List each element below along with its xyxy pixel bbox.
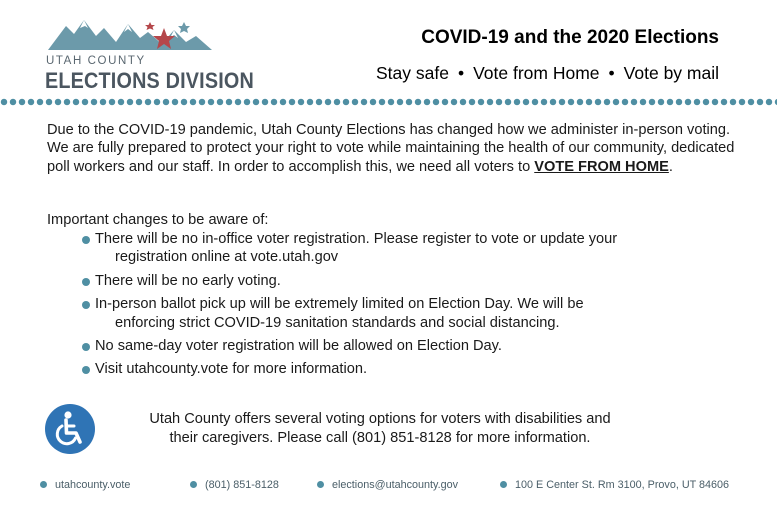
bullet-icon xyxy=(82,278,90,286)
tagline-separator: • xyxy=(457,63,465,83)
list-item xyxy=(82,230,702,267)
bullet-icon xyxy=(82,366,90,374)
bullet-icon xyxy=(40,481,47,488)
tagline xyxy=(376,63,719,84)
footer-email[interactable] xyxy=(317,479,458,491)
intro-paragraph xyxy=(47,121,737,176)
bullet-icon xyxy=(82,301,90,309)
footer xyxy=(0,479,777,499)
list-item xyxy=(82,360,702,378)
vote-from-home-emphasis: VOTE FROM HOME xyxy=(534,158,669,175)
tagline-separator: • xyxy=(608,63,615,83)
dotted-divider xyxy=(0,98,777,106)
tagline-item-stay-safe: Stay safe xyxy=(375,63,449,83)
wheelchair-icon xyxy=(45,404,95,454)
list-item-line1: There will be no early voting. xyxy=(95,272,281,289)
elections-division-logo xyxy=(44,14,254,96)
logo-division-text: ELECTIONS DIVISION xyxy=(45,68,254,93)
list-item-line2: registration online at vote.utah.gov xyxy=(115,249,339,266)
intro-text: Due to the COVID-19 pandemic, Utah County Elections has changed how we administer in-person voting. We are fully prepared to protect your right to vote while maintaining the health of our community, dedicated poll workers and our staff. In order to accomplish this, we need all voters to xyxy=(47,122,735,175)
footer-address-text: 100 E Center St. Rm 3100, Provo, UT 84606 xyxy=(515,479,730,491)
page-title: COVID-19 and the 2020 Elections xyxy=(421,27,719,48)
bullet-icon xyxy=(190,481,197,488)
footer-website[interactable] xyxy=(40,479,130,491)
intro-end: . xyxy=(668,158,673,175)
bullet-icon xyxy=(82,343,90,351)
changes-heading: Important changes to be aware of: xyxy=(47,212,269,228)
bullet-icon xyxy=(317,481,324,488)
bullet-icon xyxy=(82,236,90,244)
list-item-line1: No same-day voter registration will be allowed on Election Day. xyxy=(95,338,502,355)
footer-phone[interactable] xyxy=(190,479,279,491)
changes-list xyxy=(82,230,702,379)
list-item-line1: Visit utahcounty.vote for more information. xyxy=(95,361,368,378)
footer-email-text[interactable]: elections@utahcounty.gov xyxy=(332,479,459,491)
list-item xyxy=(82,272,702,290)
accessibility-line1: Utah County offers several voting options for voters with disabilities and xyxy=(149,411,611,427)
list-item xyxy=(82,295,702,332)
footer-address xyxy=(500,479,729,491)
list-item xyxy=(82,337,702,355)
mountain-stars-icon xyxy=(44,14,220,58)
footer-phone-text[interactable]: (801) 851-8128 xyxy=(205,479,279,491)
tagline-item-vote-by-mail: Vote by mail xyxy=(623,63,719,83)
accessibility-line2: their caregivers. Please call (801) 851-8128 for more information. xyxy=(169,430,591,446)
list-item-line1: There will be no in-office voter registration. Please register to vote or update your xyxy=(95,231,618,247)
footer-website-text[interactable]: utahcounty.vote xyxy=(55,479,131,491)
list-item-line2: enforcing strict COVID-19 sanitation standards and social distancing. xyxy=(115,314,560,331)
list-item-line1: In-person ballot pick up will be extremely limited on Election Day. We will be xyxy=(95,296,584,313)
tagline-item-vote-from-home: Vote from Home xyxy=(473,63,600,83)
bullet-icon xyxy=(500,481,507,488)
accessibility-text xyxy=(110,410,650,448)
logo-county-text: UTAH COUNTY xyxy=(46,55,146,67)
